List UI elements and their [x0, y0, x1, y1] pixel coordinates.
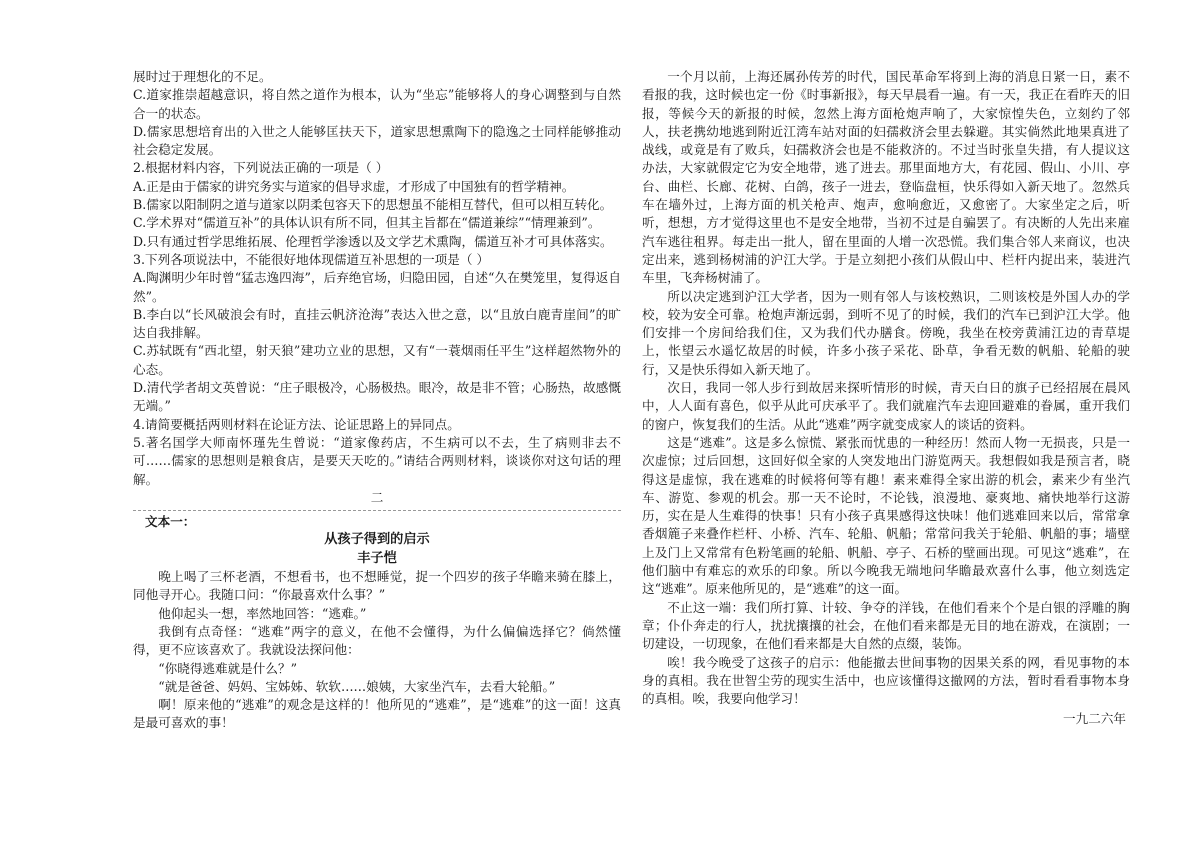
- article-paragraph-1: 晚上喝了三杯老酒，不想看书，也不想睡觉，捉一个四岁的孩子华瞻来骑在膝上，同他寻开心。我随口问：“你最喜欢什么事？”: [133, 569, 621, 603]
- question-2: 2.根据材料内容，下列说法正确的一项是（ ）: [133, 160, 389, 176]
- article-paragraph-12: 唉！我今晚受了这孩子的启示：他能撤去世间事物的因果关系的网，看见事物的本身的真相。我在世智尘劳的现实生活中，也应该懂得这撤网的方法，暂时看看事物本身的真相。唉，我要向他学习！: [642, 654, 1130, 707]
- right-column: [642, 68, 1130, 729]
- article-paragraph-10: 这是“逃难”。这是多么惊慌、紧张而忧患的一种经历！然而人物一无损丧，只是一次虚惊；过后回想，这回好似全家的人突发地出门游览两天。我想假如我是预言者，晓得这是虚惊，我在逃难的时候将何等有趣！素来难得全家出游的机会，素来少有坐汽车、游览、参观的机会。那一天不论时，不论钱，浪漫地、豪爽地、痛快地举行这游历，实在是人生难得的快事！只有小孩子真果感得这快味！他们逃难回来以后，常常拿香烟簏子来叠作栏杆、小桥、汽车、轮船、帆船；常常问我关于轮船、帆船的事；墙壁上及门上又常常有色粉笔画的轮船、帆船、亭子、石桥的壁画出现。可见这“逃难”，在他们脑中有难忘的欢乐的印象。所以今晚我无端地问华瞻最欢喜什么事，他立刻选定这“逃难”。原来他所见的，是“逃难”的这一面。: [642, 434, 1130, 597]
- q1-option-d: D.儒家思想培育出的入世之人能够匡扶天下，道家思想熏陶下的隐逸之士同样能够推动社会稳定发展。: [133, 123, 621, 158]
- article-paragraph-3: 我倒有点奇怪：“逃难”两字的意义，在他不会懂得，为什么偏偏选择它？倘然懂得，更不应该喜欢了。我就设法探问他：: [133, 623, 621, 658]
- article-paragraph-7: 一个月以前，上海还属孙传芳的时代，国民革命军将到上海的消息日紧一日，素不看报的我，这时候也定一份《时事新报》，每天早晨看一遍。有一天，我正在看昨天的旧报，等候今天的新报的时候，忽然上海方面枪炮声响了，大家惊惶失色，立刻约了邻人，扶老携幼地逃到附近江湾车站对面的妇孺救济会里去躲避。其实倘然此地果真进了战线，或竟是有了败兵，妇孺救济会也是不能救济的。不过当时张皇失措，有人提议这办法，大家就假定它为安全地带，逃了进去。那里面地方大，有花园、假山、小川、亭台、曲栏、长廊、花树、白鸽，孩子一进去，登临盘桓，快乐得如入新天地了。忽然兵车在墙外过，上海方面的机关枪声、炮声，愈响愈近，又愈密了。大家坐定之后，听听，想想，方才觉得这里也不是安全地带，当初不过是自骗罢了。有决断的人先出来雇汽车逃往租界。每走出一批人，留在里面的人增一次恐慌。我们集合邻人来商议，也决定出来，逃到杨树浦的沪江大学。于是立刻把小孩们从假山中、栏杆内捉出来，装进汽车里，飞奔杨树浦了。: [642, 69, 1130, 286]
- q2-option-a: A.正是由于儒家的讲究务实与道家的倡导求虚，才形成了中国独有的哲学精神。: [133, 178, 575, 194]
- article-paragraph-11: 不止这一端：我们所打算、计较、争夺的洋钱，在他们看来个个是白银的浮雕的胸章；仆仆奔走的行人，扰扰攘攘的社会，在他们看来都是无目的地在游戏，在演剧；一切建设，一切现象，在他们看来都是大自然的点缀，装饰。: [642, 599, 1130, 652]
- q1-option-c: C.道家推崇超越意识，将自然之道作为根本，认为“坐忘”能够将人的身心调整到与自然合一的状态。: [133, 87, 621, 121]
- article-paragraph-5: “就是爸爸、妈妈、宝姊姊、软软……娘姨，大家坐汽车，去看大轮船。”: [158, 678, 556, 694]
- article-author: 丰子恺: [357, 550, 397, 566]
- q3-option-c: C.苏轼既有“西北望，射天狼”建功立业的思想，又有“一蓑烟雨任平生”这样超然物外的心态。: [133, 343, 621, 377]
- article-paragraph-2: 他仰起头一想，率然地回答：“逃难。”: [158, 605, 367, 621]
- q2-option-d: D.只有通过哲学思维拓展、伦理哲学渗透以及文学艺术熏陶，儒道互补才可具体落实。: [133, 233, 613, 249]
- section-heading: 二: [370, 489, 384, 505]
- q3-option-a: A.陶渊明少年时曾“猛志逸四海”，后弃绝官场，归隐田园，自述“久在樊笼里，复得返自然”。: [133, 270, 621, 304]
- article-title: 从孩子得到的启示: [324, 532, 430, 548]
- question-3: 3.下列各项说法中，不能很好地体现儒道互补思想的一项是（ ）: [133, 251, 490, 267]
- question-5: 5.著名国学大师南怀瑾先生曾说：“道家像药店，不生病可以不去，生了病则非去不可……儒家的思想则是粮食店，是要天天吃的。”请结合两则材料，谈谈你对这句话的理解。: [133, 434, 621, 487]
- q3-option-d: D.清代学者胡文英曾说：“庄子眼极冷，心肠极热。眼冷，故是非不管；心肠热，故感慨无端。”: [133, 380, 621, 414]
- q2-option-b: B.儒家以阳制阴之道与道家以阴柔包容天下的思想虽不能相互替代，但可以相互转化。: [133, 197, 613, 213]
- article-paragraph-9: 次日，我同一邻人步行到故居来探听情形的时候，青天白日的旗子已经招展在晨风中，人人面有喜色，似乎从此可庆承平了。我们就雇汽车去迎回避难的眷属，重开我们的窗户，恢复我们的生活。从此“逃难”两字就变成家人的谈话的资料。: [642, 380, 1130, 432]
- question-4: 4.请简要概括两则材料在论证方法、论证思路上的异同点。: [133, 416, 460, 432]
- q2-option-c: C.学术界对“儒道互补”的具体认识有所不同，但其主旨都在“儒道兼综”“情理兼到”。: [133, 215, 601, 231]
- q1-tail: 展时过于理想化的不足。: [133, 69, 272, 84]
- article-date: 一九二六年: [1063, 711, 1126, 727]
- article-paragraph-4: “你晓得逃难就是什么？”: [158, 660, 298, 676]
- text-label: 文本一：: [145, 514, 196, 530]
- article-paragraph-8: 所以决定逃到沪江大学者，因为一则有邻人与该校熟识，二则该校是外国人办的学校，较为安全可靠。枪炮声渐远弱，到听不见了的时候，我们的汽车已到沪江大学。他们安排一个房间给我们住，又为我们代办膳食。傍晚，我坐在校旁黄浦江边的青草堤上，怅望云水遥忆故居的时候，许多小孩子采花、卧草，争看无数的帆船、轮船的驶行，又是快乐得如入新天地了。: [642, 288, 1130, 377]
- section-divider: [133, 510, 621, 511]
- article-paragraph-6: 啊！原来他的“逃难”的观念是这样的！他所见的“逃难”，是“逃难”的这一面！这真是最可喜欢的事！: [133, 697, 621, 731]
- q3-option-b: B.李白以“长风破浪会有时，直挂云帆济沧海”表达入世之意，以“且放白鹿青崖间”的旷达自我排解。: [133, 306, 621, 341]
- left-column: [133, 68, 621, 733]
